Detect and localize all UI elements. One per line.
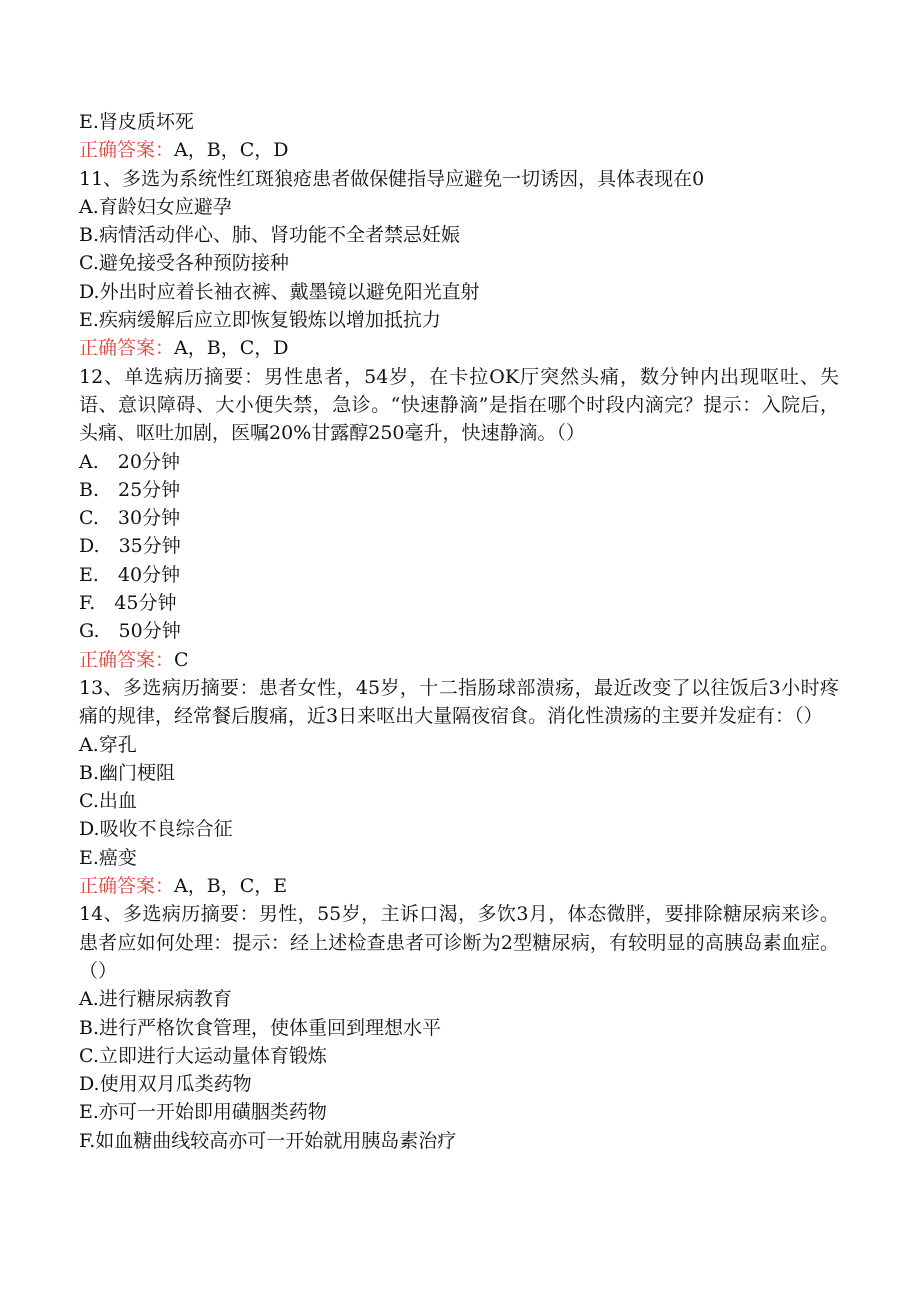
option-b: B.病情活动伴心、肺、肾功能不全者禁忌妊娠 [79,224,461,247]
option-d: D.使用双月瓜类药物 [79,1073,252,1096]
option-a: A.育龄妇女应避孕 [79,195,232,218]
option-f: F. 45分钟 [79,592,177,615]
option-g: G. 50分钟 [79,620,181,643]
option-b: B. 25分钟 [79,478,181,501]
answer-label: 正确答案： [79,648,175,671]
question-10-tail [79,108,839,165]
option-e: E.疾病缓解后应立即恢复锻炼以增加抵抗力 [79,309,441,332]
option-a: A.穿孔 [79,733,137,756]
option-a: A. 20分钟 [79,450,180,473]
answer-value: A，B，C，D [174,139,289,162]
option-d: D.外出时应着长袖衣裤、戴墨镜以避免阳光直射 [79,280,480,303]
question-stem: 12、单选病历摘要：男性患者，54岁，在卡拉OK厅突然头痛，数分钟内出现呕吐、失语、意识障碍、大小便失禁，急诊。“快速静滴”是指在哪个时段内滴完？提示：入院后，头痛、呕吐加剧，医嘱20%甘露醇250毫升，快速静滴。（） [79,365,839,445]
option-e: E.亦可一开始即用磺胭类药物 [79,1101,327,1124]
question-11 [79,165,839,363]
option-d: D.吸收不良综合征 [79,818,233,841]
option-c: C.出血 [79,790,137,813]
answer-value: C [174,648,189,671]
answer-line [79,646,839,674]
question-14 [79,900,839,1155]
option-d: D. 35分钟 [79,535,181,558]
answer-label: 正确答案： [79,875,175,898]
option-c: C.避免接受各种预防接种 [79,252,289,275]
question-stem: 11、多选为系统性红斑狼疮患者做保健指导应避免一切诱因，具体表现在0 [79,167,705,190]
option-c: C.立即进行大运动量体育锻炼 [79,1044,327,1067]
answer-label: 正确答案： [79,139,175,162]
option-c: C. 30分钟 [79,507,181,530]
answer-line [79,136,839,164]
answer-line [79,872,839,900]
option-a: A.进行糖尿病教育 [79,988,232,1011]
option-e: E.肾皮质坏死 [79,111,194,133]
exam-document [79,108,839,1155]
option-b: B.进行严格饮食管理，使体重回到理想水平 [79,1016,442,1039]
answer-label: 正确答案： [79,337,175,360]
answer-line [79,334,839,362]
option-e: E. 40分钟 [79,563,181,586]
answer-value: A，B，C，E [174,875,288,898]
answer-value: A，B，C，D [174,337,289,360]
question-stem: 13、多选病历摘要：患者女性，45岁，十二指肠球部溃疡，最近改变了以往饭后3小时疼痛的规律，经常餐后腹痛，近3日来呕出大量隔夜宿食。消化性溃疡的主要并发症有：（） [79,676,839,728]
option-e: E.癌变 [79,846,137,869]
option-f: F.如血糖曲线较高亦可一开始就用胰岛素治疗 [79,1129,457,1152]
question-12 [79,363,839,674]
question-stem: 14、多选病历摘要：男性，55岁，主诉口渴，多饮3月，体态微胖，要排除糖尿病来诊。患者应如何处理：提示：经上述检查患者可诊断为2型糖尿病，有较明显的高胰岛素血症。（） [79,903,839,982]
option-b: B.幽门梗阻 [79,761,176,784]
question-13 [79,674,839,900]
